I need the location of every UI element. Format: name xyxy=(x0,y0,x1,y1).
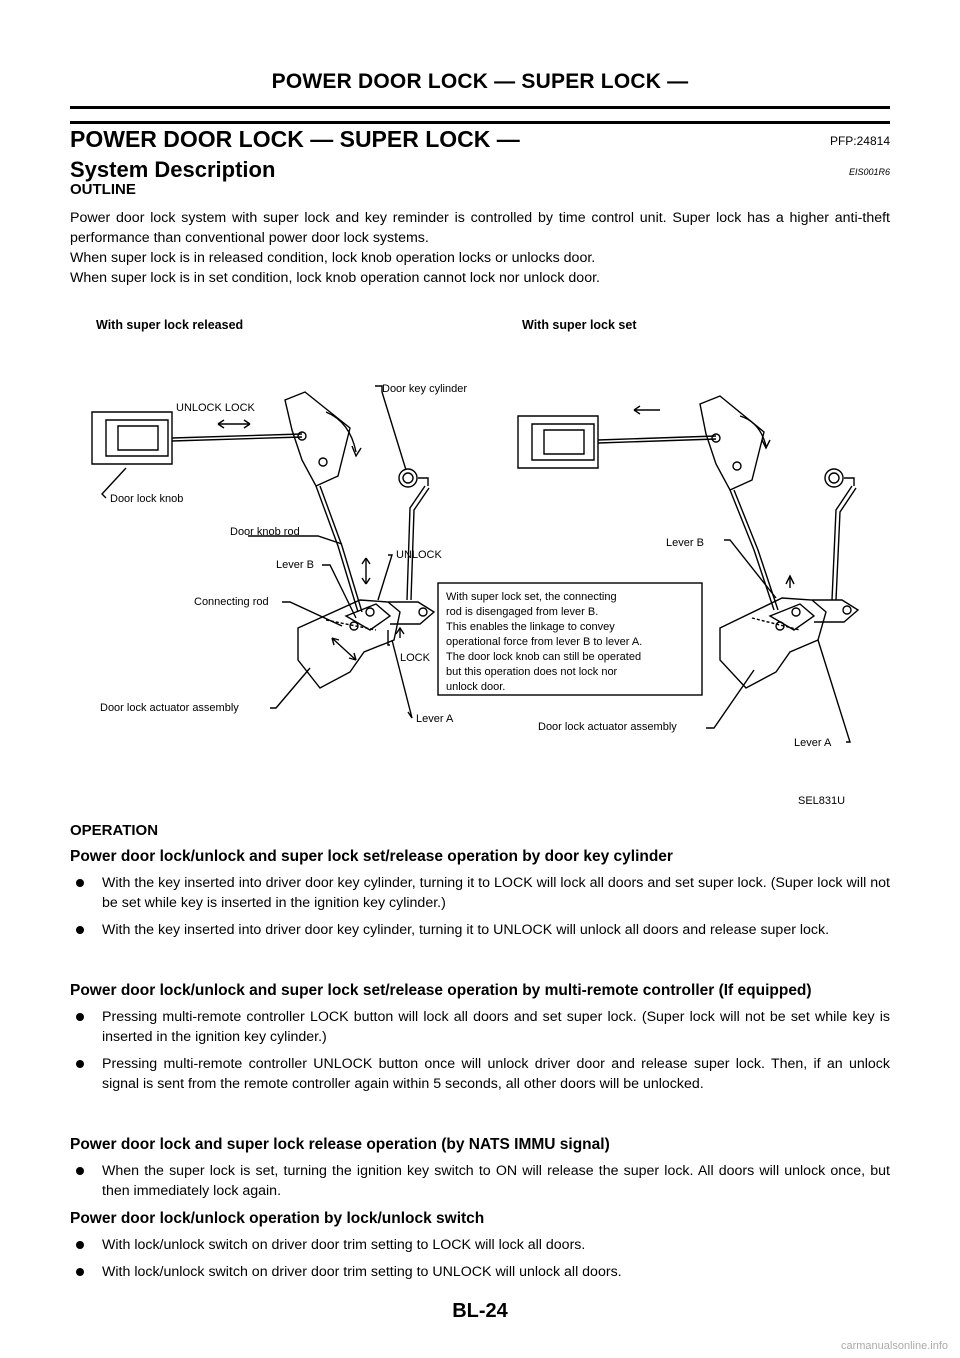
list-item: Pressing multi-remote controller UNLOCK button once will unlock driver door and release super lock. Then, if an unlock signal is sent from the remote controller again within 5 seconds, all other doors will be unlocked. xyxy=(70,1054,890,1094)
outline-text xyxy=(70,208,890,288)
figure-left-title: With super lock released xyxy=(96,318,244,332)
section-title xyxy=(70,157,890,183)
list-item: Pressing multi-remote controller LOCK button will lock all doors and set super lock. (Super lock will not be set while key is inserted in the ignition key cylinder.) xyxy=(70,1007,890,1047)
procedure-block xyxy=(70,1208,890,1289)
operation-heading: OPERATION xyxy=(70,822,159,839)
watermark: carmanualsonline.info xyxy=(840,1340,948,1352)
label-door-knob-rod: Door knob rod xyxy=(230,526,300,538)
label-lever-a-right: Lever A xyxy=(794,737,832,749)
section-title-text: System Description xyxy=(70,157,276,182)
outline-paragraph: Power door lock system with super lock and key reminder is controlled by time control unit. Super lock has a higher anti-theft performance than conventional power door lock systems. xyxy=(70,210,890,246)
list-item: With the key inserted into driver door key cylinder, turning it to UNLOCK will unlock all doors and release super lock. xyxy=(70,920,890,940)
figure-code: SEL831U xyxy=(798,795,846,807)
outline-heading: OUTLINE xyxy=(70,181,136,198)
procedure-list xyxy=(70,1235,890,1282)
outline-paragraph: When super lock is in released condition, lock knob operation locks or unlocks door. xyxy=(70,250,596,266)
note-line: unlock door. xyxy=(446,681,506,693)
figure-right-title: With super lock set xyxy=(522,318,637,332)
label-door-key-cylinder: Door key cylinder xyxy=(382,383,467,395)
list-item: When the super lock is set, turning the ignition key switch to ON will release the super lock. All doors will unlock once, but then immediately lock again. xyxy=(70,1161,890,1201)
note-line: rod is disengaged from lever B. xyxy=(446,606,599,618)
procedure-heading: Power door lock and super lock release operation (by NATS IMMU signal) xyxy=(70,1136,610,1153)
note-line: This enables the linkage to convey xyxy=(446,621,615,633)
page-title-text: POWER DOOR LOCK — SUPER LOCK — xyxy=(70,126,520,152)
label-unlock-lock: UNLOCK LOCK xyxy=(176,402,255,414)
header-rule xyxy=(70,106,890,109)
label-door-lock-actuator: Door lock actuator assembly xyxy=(100,702,239,714)
note-line: The door lock knob can still be operated xyxy=(446,651,642,663)
note-line: With super lock set, the connecting xyxy=(446,591,617,603)
title-rule xyxy=(70,121,890,124)
page-title xyxy=(70,126,890,153)
diagram-svg xyxy=(70,300,890,820)
section-code: EIS001R6 xyxy=(848,167,890,177)
procedure-heading: Power door lock/unlock operation by lock/unlock switch xyxy=(70,1210,485,1227)
label-lever-b: Lever B xyxy=(276,559,314,571)
label-lever-b-right: Lever B xyxy=(666,537,704,549)
label-door-lock-actuator-right: Door lock actuator assembly xyxy=(538,721,677,733)
page-number: BL-24 xyxy=(452,1300,508,1322)
procedure-block xyxy=(70,980,890,1101)
list-item: With lock/unlock switch on driver door trim setting to LOCK will lock all doors. xyxy=(70,1235,890,1255)
operation-section xyxy=(70,822,890,839)
list-item: With the key inserted into driver door key cylinder, turning it to LOCK will lock all doors and set super lock. (Super lock will not be set while key is inserted in the ignition key cylinder.) xyxy=(70,873,890,913)
procedure-list xyxy=(70,873,890,940)
running-header: POWER DOOR LOCK — SUPER LOCK — xyxy=(271,70,689,93)
procedure-heading: Power door lock/unlock and super lock set/release operation by door key cylinder xyxy=(70,848,673,865)
label-door-lock-knob: Door lock knob xyxy=(110,493,184,505)
procedure-block xyxy=(70,846,890,947)
procedure-block xyxy=(70,1134,890,1208)
note-line: operational force from lever B to lever A. xyxy=(446,636,643,648)
part-code: PFP:24814 xyxy=(829,134,890,148)
procedure-heading: Power door lock/unlock and super lock set/release operation by multi-remote controller (If equipped) xyxy=(70,982,812,999)
note-line: but this operation does not lock nor xyxy=(446,666,618,678)
procedure-list xyxy=(70,1161,890,1201)
label-connecting-rod: Connecting rod xyxy=(194,596,269,608)
outline-paragraph: When super lock is in set condition, lock knob operation cannot lock nor unlock door. xyxy=(70,270,600,286)
list-item: With lock/unlock switch on driver door trim setting to UNLOCK will unlock all doors. xyxy=(70,1262,890,1282)
label-unlock: UNLOCK xyxy=(396,549,442,561)
procedure-list xyxy=(70,1007,890,1094)
label-lock: LOCK xyxy=(400,652,430,664)
super-lock-diagram xyxy=(70,300,890,820)
label-lever-a: Lever A xyxy=(416,713,454,725)
